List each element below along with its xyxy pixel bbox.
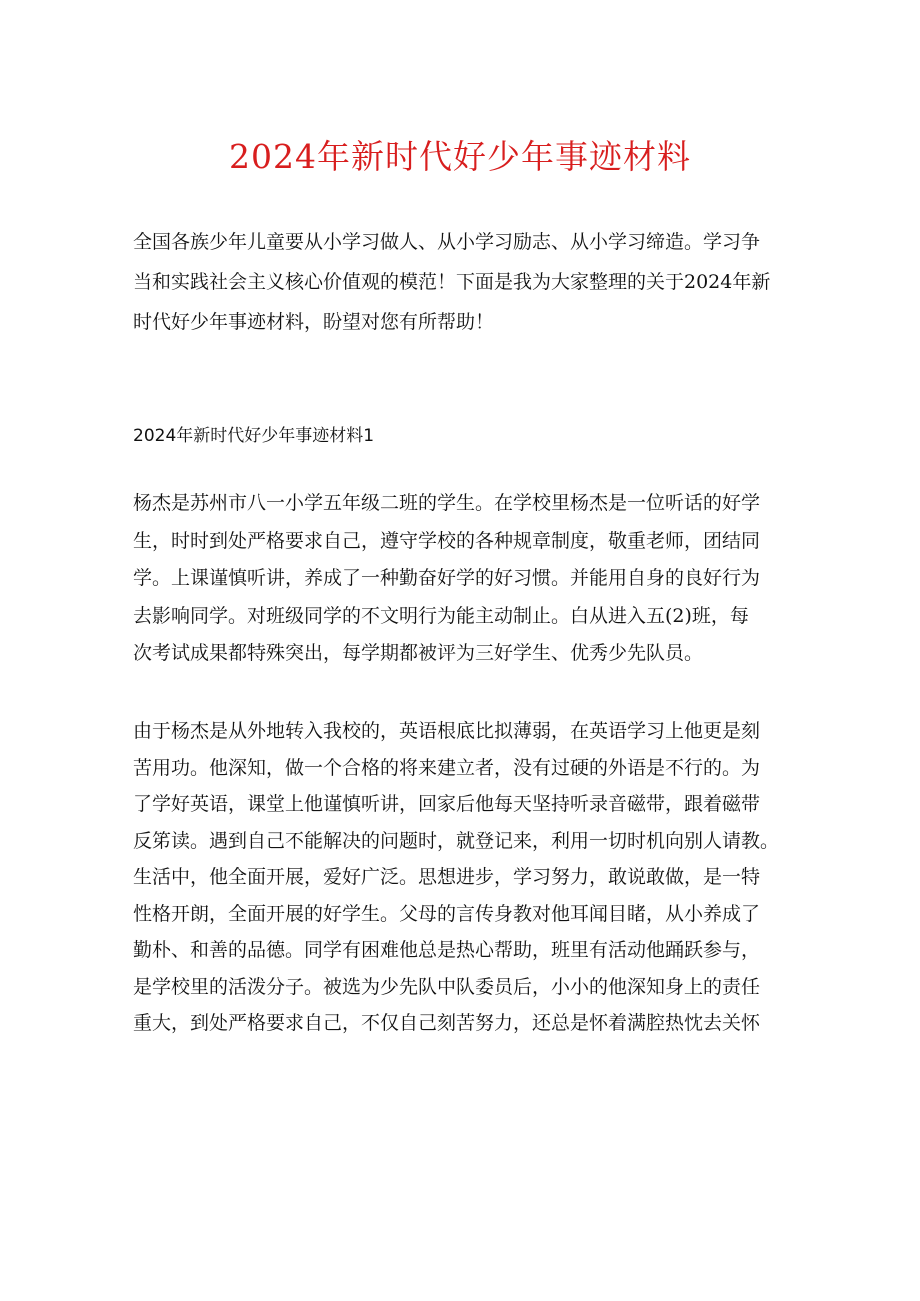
paragraph-1 xyxy=(133,485,797,673)
paragraph-line: 性格开朗，全面开展的好学生。父母的言传身教对他耳闻目睹，从小养成了 xyxy=(133,902,761,925)
paragraph-line: 学。上课谨慎听讲，养成了一种勤奋好学的好习惯。并能用自身的良好行为 xyxy=(133,567,761,589)
paragraph-line: 反笫读。遇到自己不能解决的问题时，就登记来，利用一切时机向别人请教。 xyxy=(133,829,780,852)
paragraph-line: 生，时时到处严格要求自己，遵守学校的各种规章制度，敬重老师，团结同 xyxy=(133,529,761,552)
intro-line: 当和实践社会主义核心价值观的模范！下面是我为大家整理的关于2024年新 xyxy=(133,271,771,293)
section-heading: 2024年新时代好少年事迹材料1 xyxy=(133,426,375,446)
paragraph-line: 了学好英语，课堂上他谨慎听讲，回家后他每天坚持听录音磁带，跟着磁带 xyxy=(133,793,761,815)
document-title: 2024年新时代好少年事迹材料 xyxy=(229,137,691,176)
paragraph-line: 勤朴、和善的品德。同学有困难他总是热心帮助，班里有活动他踊跃参与， xyxy=(133,939,761,961)
paragraph-line: 苦用功。他深知，做一个合格的将来建立者，没有过硬的外语是不行的。为 xyxy=(133,756,761,779)
paragraph-line: 次考试成果都特殊突出，每学期都被评为三好学生、优秀少先队员。 xyxy=(133,642,704,664)
paragraph-2 xyxy=(133,713,797,1042)
intro-paragraph xyxy=(133,222,797,342)
paragraph-line: 去影响同学。对班级同学的不文明行为能主动制止。白从进入五(2)班，每 xyxy=(133,604,749,627)
paragraph-line: 杨杰是苏州市八一小学五年级二班的学生。在学校里杨杰是一位听话的好学 xyxy=(133,492,761,514)
paragraph-line: 由于杨杰是从外地转入我校的，英语根底比拟薄弱，在英语学习上他更是刻 xyxy=(133,720,761,742)
paragraph-line: 重大，到处严格要求自己，不仅自己刻苦努力，还总是怀着满腔热忱去关怀 xyxy=(133,1012,761,1034)
intro-line: 全国各族少年儿童要从小学习做人、从小学习励志、从小学习缔造。学习争 xyxy=(133,231,761,253)
paragraph-line: 生活中，他全面开展，爱好广泛。思想进步，学习努力，敢说敢做，是一特 xyxy=(133,866,761,888)
intro-line: 时代好少年事迹材料，盼望对您有所帮助！ xyxy=(133,311,495,333)
paragraph-line: 是学校里的活泼分子。被选为少先队中队委员后，小小的他深知身上的责任 xyxy=(133,975,761,998)
